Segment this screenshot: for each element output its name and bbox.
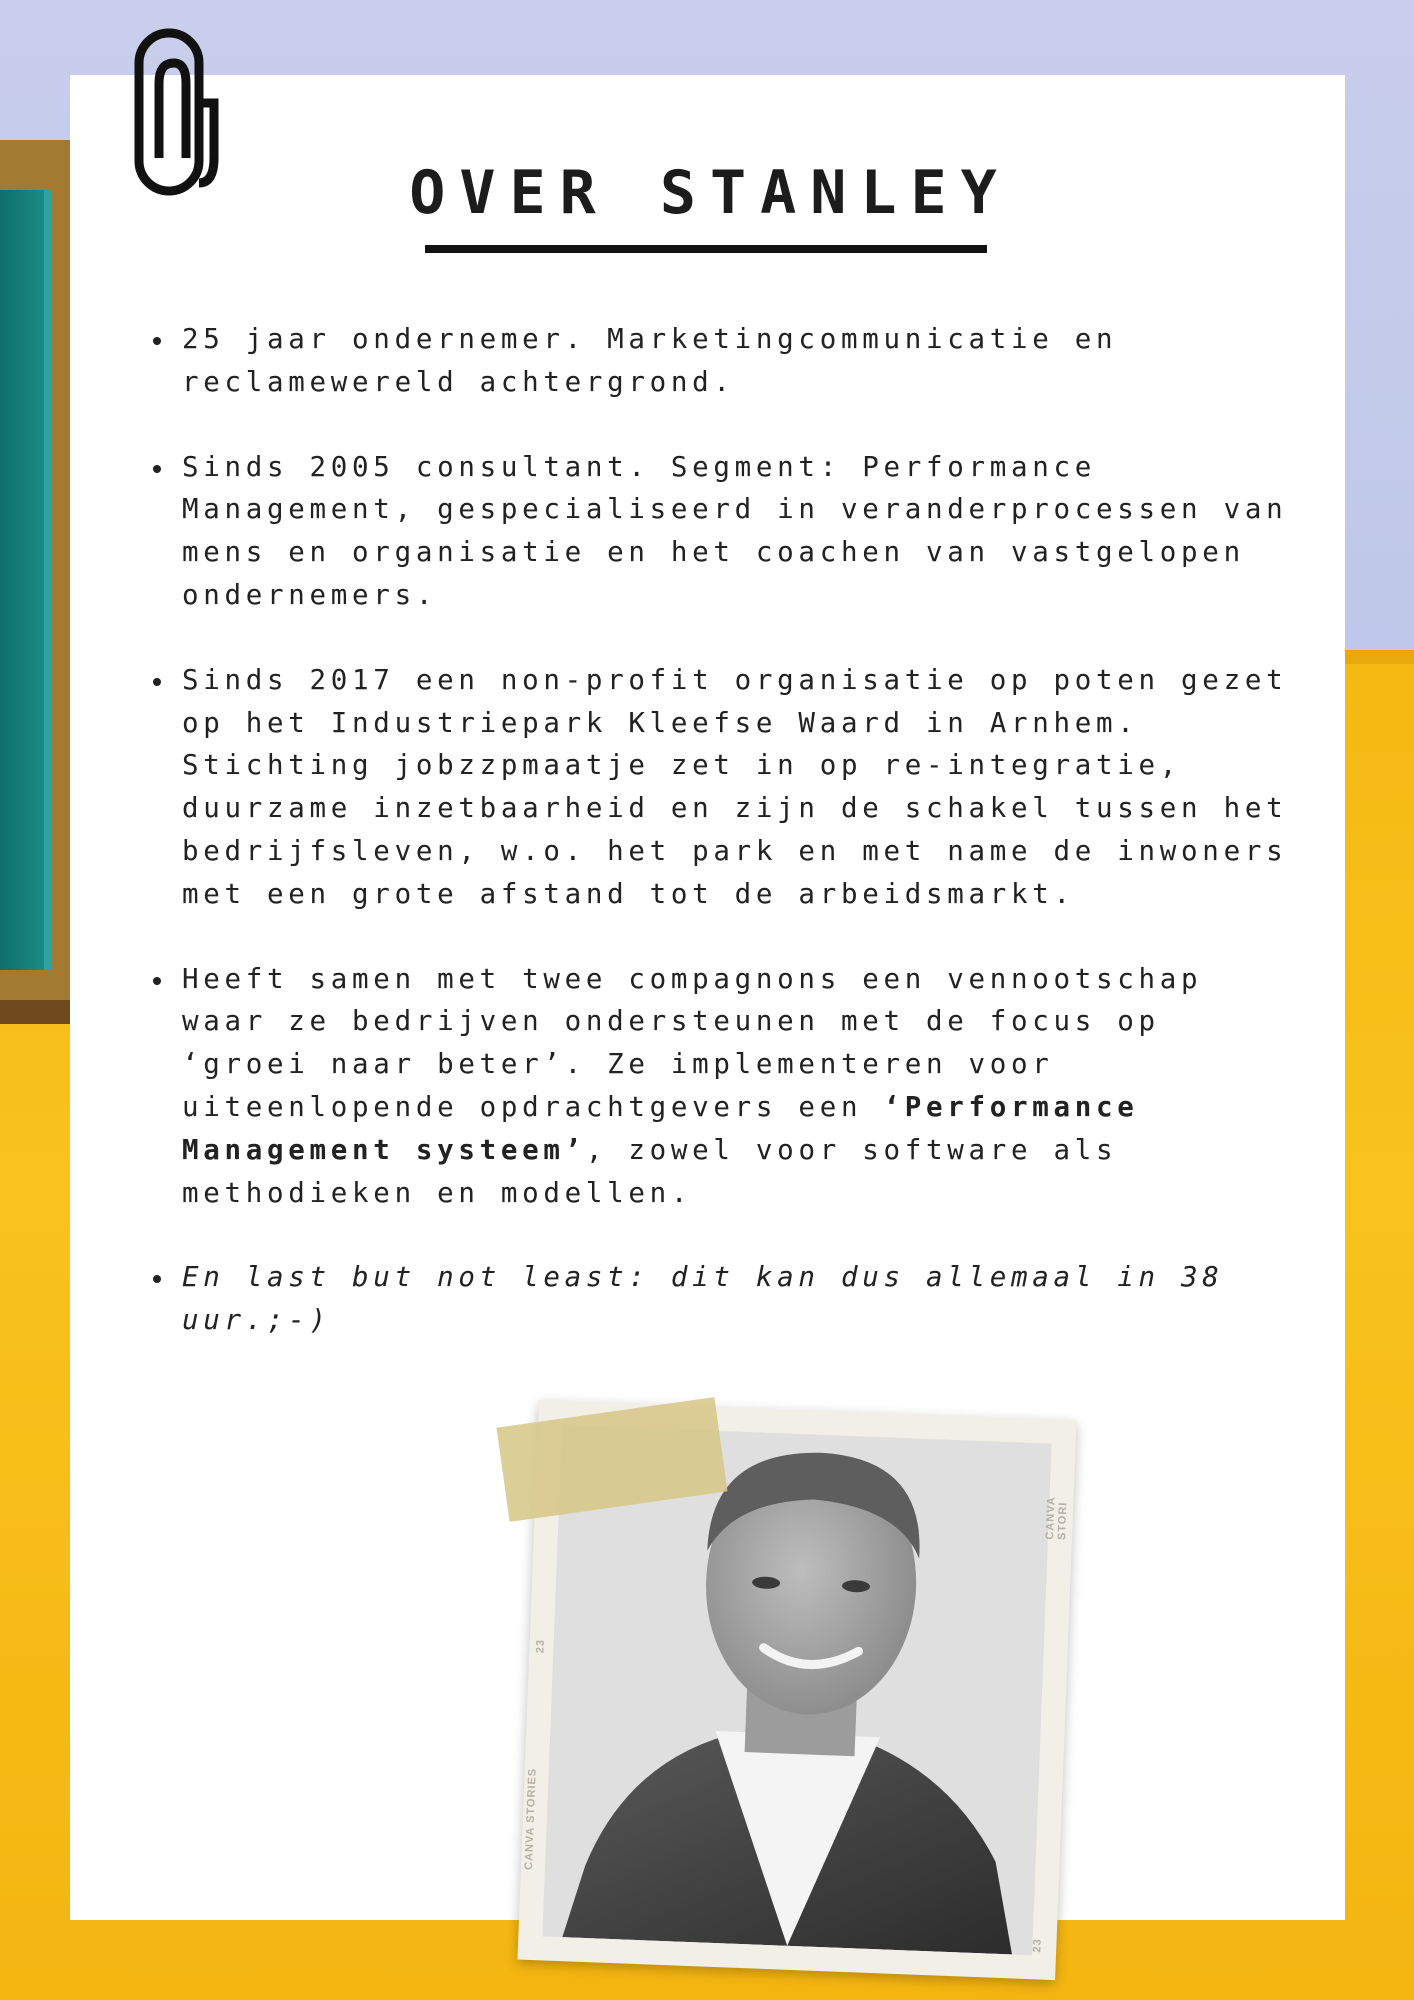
background-window-pane xyxy=(0,190,52,970)
list-item: 25 jaar ondernemer. Marketingcommunicatie en reclamewereld achtergrond. xyxy=(148,318,1298,404)
photo-frame-number-left: 23 xyxy=(534,1638,547,1654)
photo-frame-number-right: 23 xyxy=(1031,1938,1044,1953)
list-item-text: , zowel voor software als methodieken en modellen. xyxy=(182,1133,1118,1209)
list-item: Sinds 2005 consultant. Segment: Performance Management, gespecialiseerd in veranderprocessen van mens en organisatie en het coachen van vastgelopen ondernemers. xyxy=(148,446,1298,617)
list-item: Sinds 2017 een non-profit organisatie op poten gezet op het Industriepark Kleefse Waard in Arnhem. Stichting jobzzpmaatje zet in op re-integratie, duurzame inzetbaarheid en zijn de schakel tussen het bedrijfsleven, w.o. het park en met name de inwoners met een grote afstand tot de arbeidsmarkt. xyxy=(148,659,1298,916)
background-window-sill xyxy=(0,1000,80,1024)
title-underline xyxy=(425,245,987,253)
list-item-bold-text: ‘Performance Management systeem’ xyxy=(182,1090,1139,1166)
page-title: OVER STANLEY xyxy=(409,158,1011,228)
list-item-italic: En last but not least: dit kan dus allemaal in 38 uur.;-) xyxy=(148,1256,1298,1342)
photo-watermark-right: CANVA STORI xyxy=(1043,1496,1070,1541)
paperclip-icon xyxy=(134,28,224,203)
list-item-text: Heeft samen met twee compagnons een vennootschap waar ze bedrijven ondersteunen met de focus op ‘groei naar beter’. Ze implementeren voor uiteenlopende opdrachtgevers een xyxy=(182,962,1203,1123)
list-item xyxy=(148,958,1298,1215)
photo-watermark-left: CANVA STORIES xyxy=(522,1767,539,1871)
bullet-list xyxy=(148,318,1298,1384)
